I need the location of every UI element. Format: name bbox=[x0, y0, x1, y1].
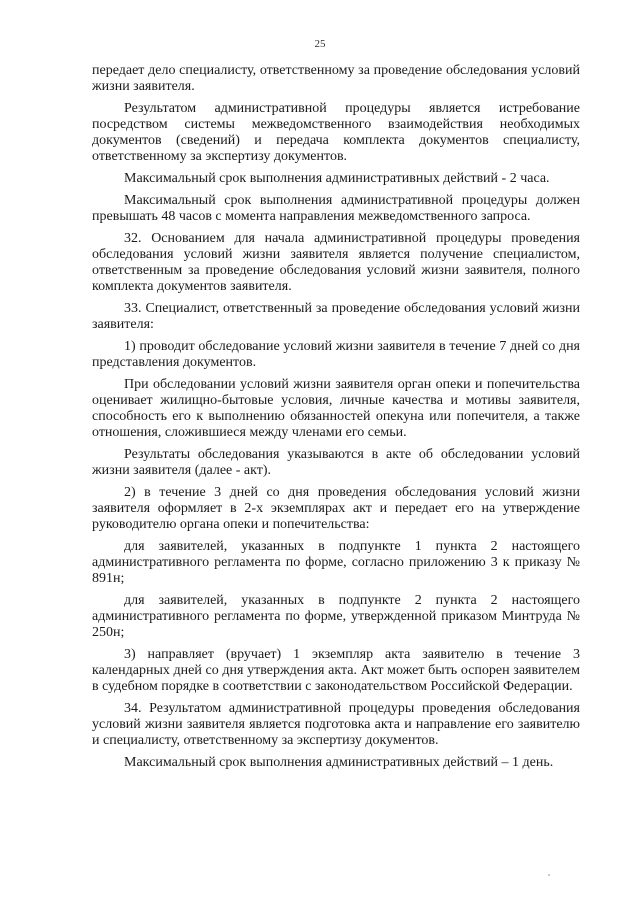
paragraph: Максимальный срок выполнения административной процедуры должен превышать 48 часов с момента направления межведомственного запроса. bbox=[92, 193, 580, 224]
paragraph: для заявителей, указанных в подпункте 1 пункта 2 настоящего административного регламента по форме, согласно приложению 3 к приказу № 891н; bbox=[92, 539, 580, 586]
paragraph: Результаты обследования указываются в акте об обследовании условий жизни заявителя (далее - акт). bbox=[92, 447, 580, 478]
paragraph: 3) направляет (вручает) 1 экземпляр акта заявителю в течение 3 календарных дней со дня утверждения акта. Акт может быть оспорен заявителем в судебном порядке в соответствии с законодательством Российской Федерации. bbox=[92, 647, 580, 694]
paragraph: передает дело специалисту, ответственному за проведение обследования условий жизни заявителя. bbox=[92, 63, 580, 94]
paragraph: Максимальный срок выполнения административных действий – 1 день. bbox=[124, 755, 554, 770]
paragraph: для заявителей, указанных в подпункте 2 пункта 2 настоящего административного регламента по форме, утвержденной приказом Минтруда № 250н; bbox=[92, 593, 580, 640]
paragraph: 33. Специалист, ответственный за проведение обследования условий жизни заявителя: bbox=[92, 301, 580, 332]
paragraph: 2) в течение 3 дней со дня проведения обследования условий жизни заявителя оформляет в 2-х экземплярах акт и передает его на утверждение руководителю органа опеки и попечительства: bbox=[92, 485, 580, 532]
paragraph: 32. Основанием для начала административной процедуры проведения обследования условий жизни заявителя является получение специалистом, ответственным за проведение обследования условий жизни заявителя, полного комплекта документов заявителя. bbox=[92, 231, 580, 294]
page-number: 25 bbox=[314, 38, 326, 50]
document-body bbox=[92, 63, 580, 771]
paragraph: Максимальный срок выполнения административных действий - 2 часа. bbox=[124, 171, 550, 186]
paragraph: 34. Результатом административной процедуры проведения обследования условий жизни заявителя является подготовка акта и направление его заявителю и специалисту, ответственному за экспертизу документов. bbox=[92, 701, 580, 748]
scan-speck bbox=[548, 874, 550, 876]
paragraph: 1) проводит обследование условий жизни заявителя в течение 7 дней со дня представления документов. bbox=[92, 339, 580, 370]
paragraph: При обследовании условий жизни заявителя орган опеки и попечительства оценивает жилищно-бытовые условия, личные качества и мотивы заявителя, способность его к выполнению обязанностей опекуна или попечителя, а также отношения, сложившиеся между членами его семьи. bbox=[92, 377, 580, 440]
paragraph: Результатом административной процедуры является истребование посредством системы межведомственного взаимодействия необходимых документов (сведений) и передача комплекта документов специалисту, ответственному за экспертизу документов. bbox=[92, 101, 580, 164]
